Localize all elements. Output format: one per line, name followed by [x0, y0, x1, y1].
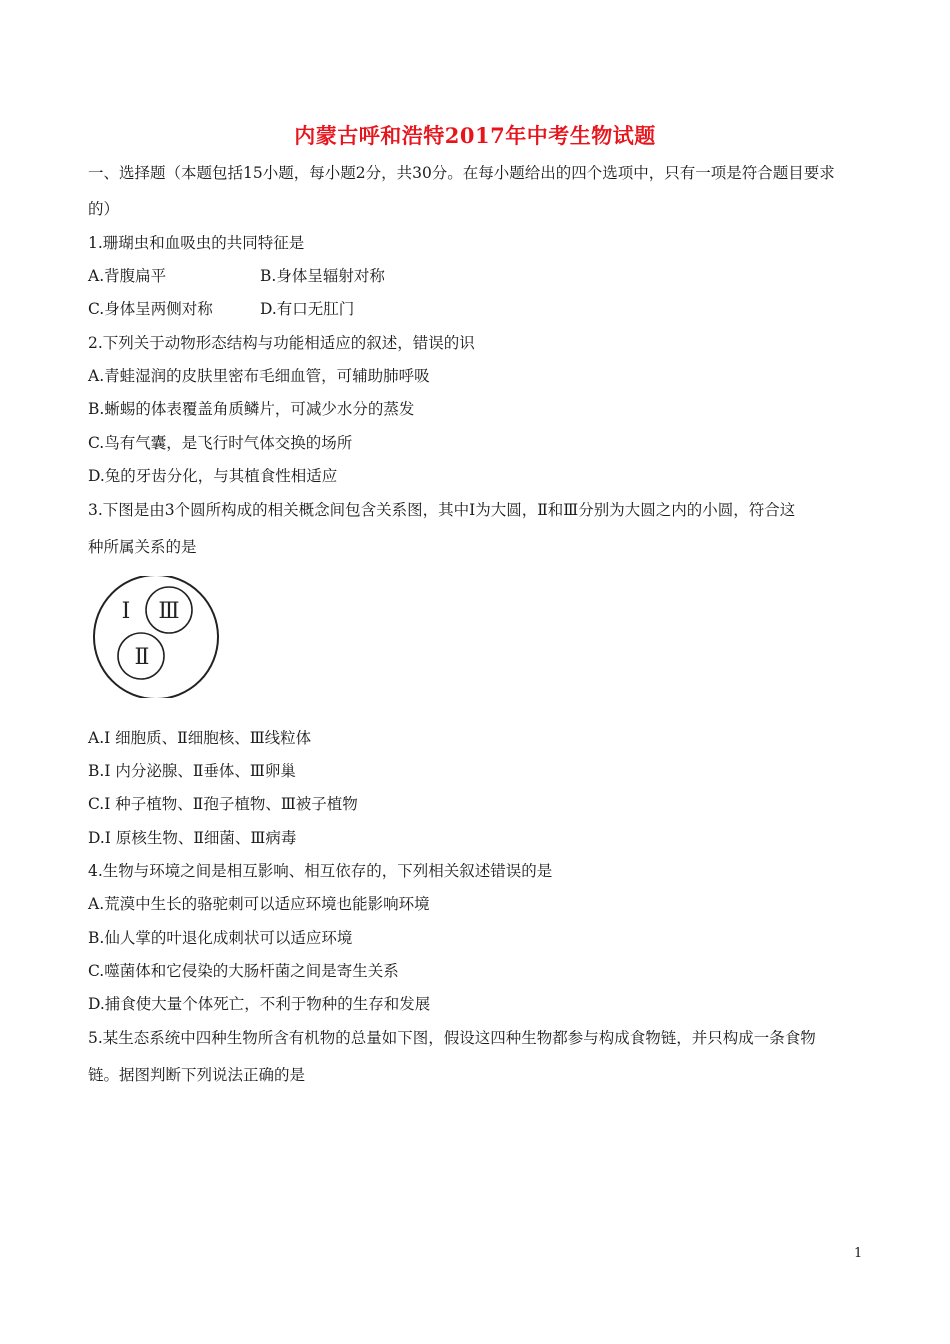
question-1-option-b: B.身体呈辐射对称	[260, 267, 385, 285]
question-3-option-b: B.Ⅰ 内分泌腺、Ⅱ垂体、Ⅲ卵巢	[88, 762, 296, 780]
question-1-option-c: C.身体呈两侧对称	[88, 300, 213, 318]
question-3-option-a: A.Ⅰ 细胞质、Ⅱ细胞核、Ⅲ线粒体	[88, 729, 312, 747]
page-number: 1	[854, 1246, 863, 1261]
section-intro-line2: 的）	[88, 200, 120, 218]
question-3-option-d: D.Ⅰ 原核生物、Ⅱ细菌、Ⅲ病毒	[88, 829, 297, 847]
question-1-options-row2	[88, 299, 354, 319]
question-4-option-b: B.仙人掌的叶退化成刺状可以适应环境	[88, 929, 353, 947]
question-2-option-c: C.鸟有气囊，是飞行时气体交换的场所	[88, 434, 353, 452]
question-2-option-a: A.青蛙湿润的皮肤里密布毛细血管，可辅助肺呼吸	[88, 367, 430, 385]
question-2-option-b: B.蜥蜴的体表覆盖角质鳞片，可减少水分的蒸发	[88, 400, 415, 418]
question-1-stem: 1.珊瑚虫和血吸虫的共同特征是	[88, 234, 305, 252]
question-3-stem-line1: 3.下图是由3个圆所构成的相关概念间包含关系图，其中Ⅰ为大圆，Ⅱ和Ⅲ分别为大圆之内的小圆，符合这	[88, 501, 796, 519]
question-5-stem-line1: 5.某生态系统中四种生物所含有机物的总量如下图，假设这四种生物都参与构成食物链，并只构成一条食物	[88, 1029, 816, 1047]
question-4-option-a: A.荒漠中生长的骆驼刺可以适应环境也能影响环境	[88, 895, 430, 913]
question-4-option-d: D.捕食使大量个体死亡，不利于物种的生存和发展	[88, 995, 431, 1013]
outer-circle	[94, 576, 218, 698]
question-2-stem: 2.下列关于动物形态结构与功能相适应的叙述，错误的识	[88, 334, 475, 352]
question-1-option-d: D.有口无肛门	[260, 300, 355, 318]
concept-circles-diagram	[86, 576, 226, 698]
label-i: Ⅰ	[121, 599, 131, 624]
question-3-stem-line2: 种所属关系的是	[88, 538, 197, 556]
label-iii: Ⅲ	[158, 599, 180, 624]
label-ii: Ⅱ	[134, 645, 150, 670]
question-4-option-c: C.噬菌体和它侵染的大肠杆菌之间是寄生关系	[88, 962, 399, 980]
question-1-options-row1	[88, 266, 385, 286]
question-5-stem-line2: 链。据图判断下列说法正确的是	[88, 1066, 306, 1084]
section-intro-line1: 一、选择题（本题包括15小题，每小题2分，共30分。在每小题给出的四个选项中，只有一项是符合题目要求	[88, 164, 835, 182]
question-2-option-d: D.兔的牙齿分化，与其植食性相适应	[88, 467, 338, 485]
question-1-option-a: A.背腹扁平	[88, 267, 167, 285]
question-3-option-c: C.Ⅰ 种子植物、Ⅱ孢子植物、Ⅲ被子植物	[88, 795, 358, 813]
question-4-stem: 4.生物与环境之间是相互影响、相互依存的，下列相关叙述错误的是	[88, 862, 553, 880]
page-title: 内蒙古呼和浩特2017年中考生物试题	[294, 123, 656, 148]
